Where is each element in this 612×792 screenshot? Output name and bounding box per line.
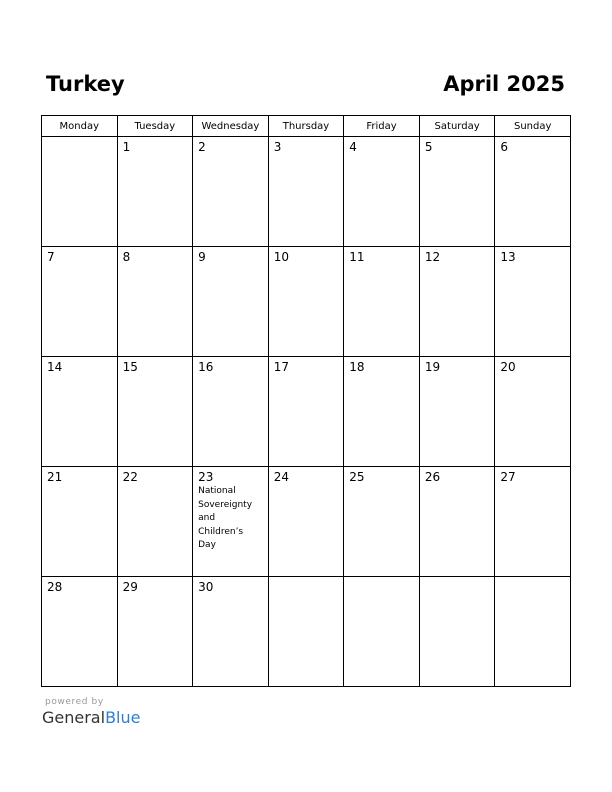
day-cell (42, 357, 118, 467)
country-title: Turkey (46, 72, 125, 96)
day-cell (495, 357, 571, 467)
day-number: 10 (273, 250, 289, 264)
weekday-friday: Friday (344, 116, 420, 137)
day-cell (193, 247, 269, 357)
day-number: 9 (198, 250, 206, 264)
day-cell (42, 137, 118, 247)
day-number: 28 (47, 580, 63, 594)
day-number (42, 137, 117, 140)
day-number: 4 (349, 140, 357, 154)
day-cell (495, 247, 571, 357)
day-cell (193, 577, 269, 687)
brand-blue-text: Blue (105, 708, 141, 727)
day-cell (419, 137, 495, 247)
powered-by-text: powered by (45, 697, 104, 707)
day-cell (117, 247, 193, 357)
day-cell (344, 137, 420, 247)
day-cell (117, 357, 193, 467)
day-cell (344, 357, 420, 467)
calendar-grid (41, 115, 571, 687)
weekday-tuesday: Tuesday (117, 116, 193, 137)
day-cell (495, 467, 571, 577)
brand-general-text: General (42, 708, 106, 727)
day-number: 24 (273, 470, 289, 484)
week-row-2 (42, 247, 571, 357)
day-number (269, 577, 344, 580)
day-number: 21 (47, 470, 63, 484)
day-number: 12 (424, 250, 441, 264)
day-number: 3 (273, 140, 282, 154)
day-cell (42, 467, 118, 577)
day-cell (495, 137, 571, 247)
day-number: 22 (122, 470, 138, 484)
weekday-thursday: Thursday (268, 116, 344, 137)
day-cell-empty (495, 577, 571, 687)
day-number: 2 (198, 140, 206, 154)
day-number: 25 (349, 470, 365, 484)
day-cell (42, 247, 118, 357)
weekday-wednesday: Wednesday (193, 116, 269, 137)
weekday-saturday: Saturday (419, 116, 495, 137)
weekday-header-row (42, 116, 571, 137)
day-number: 23 (198, 470, 214, 484)
day-cell (117, 137, 193, 247)
day-number: 18 (349, 360, 365, 374)
day-cell (42, 577, 118, 687)
weekday-monday: Monday (42, 116, 118, 137)
day-number: 7 (47, 250, 55, 264)
day-number (495, 577, 570, 580)
day-cell (268, 137, 344, 247)
day-cell (193, 357, 269, 467)
day-cell-empty (419, 577, 495, 687)
day-number: 19 (424, 360, 441, 374)
week-row-4 (42, 467, 571, 577)
weekday-sunday: Sunday (495, 116, 571, 137)
day-cell (344, 247, 420, 357)
day-number: 15 (122, 360, 138, 374)
day-number: 29 (122, 580, 138, 594)
day-number: 5 (424, 140, 433, 154)
day-number (420, 577, 495, 580)
day-cell (268, 357, 344, 467)
day-number: 17 (273, 360, 289, 374)
day-cell (419, 357, 495, 467)
generalblue-logo[interactable] (42, 708, 140, 727)
week-row-5 (42, 577, 571, 687)
day-cell (268, 467, 344, 577)
day-cell (419, 247, 495, 357)
day-cell-empty (344, 577, 420, 687)
day-number: 8 (122, 250, 131, 264)
day-number: 16 (198, 360, 214, 374)
day-cell-empty (268, 577, 344, 687)
day-cell-holiday (193, 467, 269, 577)
holiday-label: National Sovereignty and Children’s Day (198, 486, 253, 550)
day-cell (117, 577, 193, 687)
day-number: 20 (500, 360, 516, 374)
day-cell (419, 467, 495, 577)
day-cell (268, 247, 344, 357)
day-number: 13 (500, 250, 516, 264)
month-title: April 2025 (443, 72, 565, 96)
day-number: 6 (500, 140, 509, 154)
day-number: 1 (122, 140, 131, 154)
day-number: 14 (47, 360, 63, 374)
week-row-1 (42, 137, 571, 247)
day-cell (193, 137, 269, 247)
day-cell (117, 467, 193, 577)
day-number: 11 (349, 250, 365, 264)
week-row-3 (42, 357, 571, 467)
day-number: 27 (500, 470, 516, 484)
day-number (344, 577, 419, 580)
day-number: 26 (424, 470, 441, 484)
day-number: 30 (198, 580, 214, 594)
day-cell (344, 467, 420, 577)
